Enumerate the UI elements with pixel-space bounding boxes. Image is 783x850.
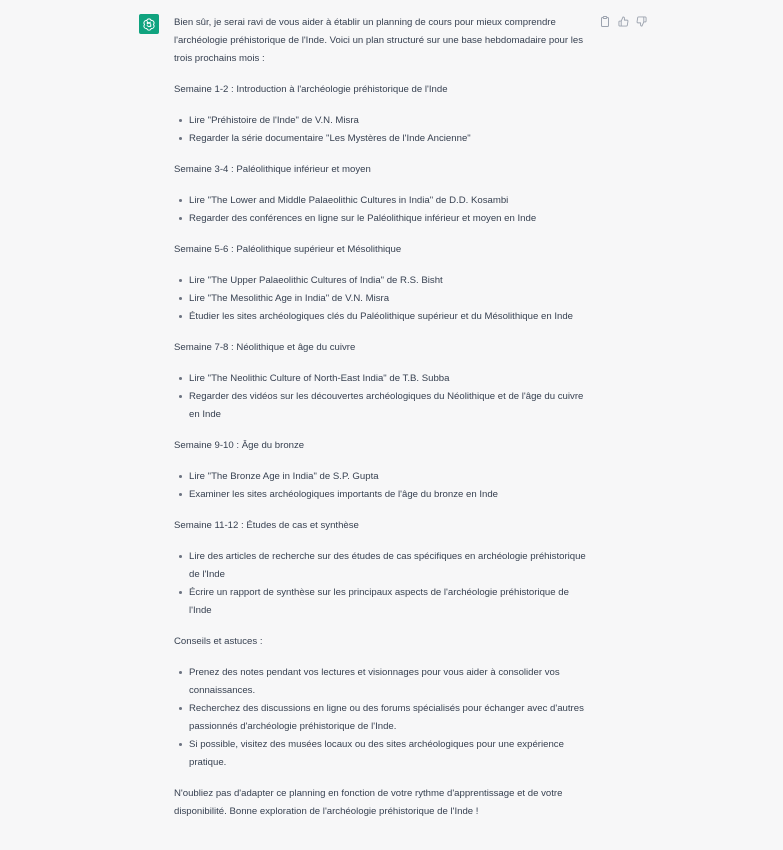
assistant-avatar <box>139 14 159 34</box>
list-item: Regarder des vidéos sur les découvertes archéologiques du Néolithique et de l'âge du cuivre en Inde <box>189 388 586 424</box>
section-title-week-11-12: Semaine 11-12 : Études de cas et synthèse <box>174 520 359 531</box>
list-tips <box>174 664 586 772</box>
thumbs-down-button[interactable] <box>635 15 647 27</box>
section-title-tips: Conseils et astuces : <box>174 636 263 647</box>
list-item: Examiner les sites archéologiques importants de l'âge du bronze en Inde <box>189 486 586 504</box>
intro-paragraph: Bien sûr, je serai ravi de vous aider à établir un planning de cours pour mieux comprendre l'archéologie préhistorique de l'Inde. Voici un plan structuré sur une base hebdomadaire pour les trois prochains mois : <box>174 17 583 64</box>
list-item: Lire "The Bronze Age in India" de S.P. Gupta <box>189 468 586 486</box>
list-item: Lire "Préhistoire de l'Inde" de V.N. Misra <box>189 112 586 130</box>
list-item: Étudier les sites archéologiques clés du Paléolithique supérieur et du Mésolithique en Inde <box>189 308 586 326</box>
thumbs-down-icon <box>636 16 647 27</box>
thumbs-up-button[interactable] <box>617 15 629 27</box>
closing-paragraph: N'oubliez pas d'adapter ce planning en fonction de votre rythme d'apprentissage et de votre disponibilité. Bonne exploration de l'archéologie préhistorique de l'Inde ! <box>174 788 563 817</box>
list-item: Prenez des notes pendant vos lectures et visionnages pour vous aider à consolider vos connaissances. <box>189 664 586 700</box>
clipboard-icon <box>600 16 610 27</box>
message-actions <box>599 15 647 27</box>
list-item: Lire "The Upper Palaeolithic Cultures of India" de R.S. Bisht <box>189 272 586 290</box>
assistant-message-content <box>174 14 586 834</box>
list-week-9-10 <box>174 468 586 504</box>
list-week-5-6 <box>174 272 586 326</box>
section-title-week-3-4: Semaine 3-4 : Paléolithique inférieur et moyen <box>174 164 371 175</box>
list-week-1-2 <box>174 112 586 148</box>
list-week-11-12 <box>174 548 586 620</box>
section-title-week-9-10: Semaine 9-10 : Âge du bronze <box>174 440 305 451</box>
list-item: Lire "The Lower and Middle Palaeolithic Cultures in India" de D.D. Kosambi <box>189 192 586 210</box>
list-item: Si possible, visitez des musées locaux ou des sites archéologiques pour une expérience pratique. <box>189 736 586 772</box>
thumbs-up-icon <box>618 16 629 27</box>
section-title-week-5-6: Semaine 5-6 : Paléolithique supérieur et Mésolithique <box>174 244 402 255</box>
openai-logo-icon <box>142 17 156 31</box>
list-item: Regarder des conférences en ligne sur le Paléolithique inférieur et moyen en Inde <box>189 210 586 228</box>
section-title-week-7-8: Semaine 7-8 : Néolithique et âge du cuivre <box>174 342 356 353</box>
list-week-3-4 <box>174 192 586 228</box>
list-item: Lire "The Neolithic Culture of North-East India" de T.B. Subba <box>189 370 586 388</box>
list-item: Lire "The Mesolithic Age in India" de V.N. Misra <box>189 290 586 308</box>
list-item: Regarder la série documentaire "Les Mystères de l'Inde Ancienne" <box>189 130 586 148</box>
list-week-7-8 <box>174 370 586 424</box>
section-title-week-1-2: Semaine 1-2 : Introduction à l'archéologie préhistorique de l'Inde <box>174 84 448 95</box>
list-item: Recherchez des discussions en ligne ou des forums spécialisés pour échanger avec d'autres passionnés d'archéologie préhistorique de l'Inde. <box>189 700 586 736</box>
copy-button[interactable] <box>599 15 611 27</box>
list-item: Écrire un rapport de synthèse sur les principaux aspects de l'archéologie préhistorique de l'Inde <box>189 584 586 620</box>
list-item: Lire des articles de recherche sur des études de cas spécifiques en archéologie préhistorique de l'Inde <box>189 548 586 584</box>
